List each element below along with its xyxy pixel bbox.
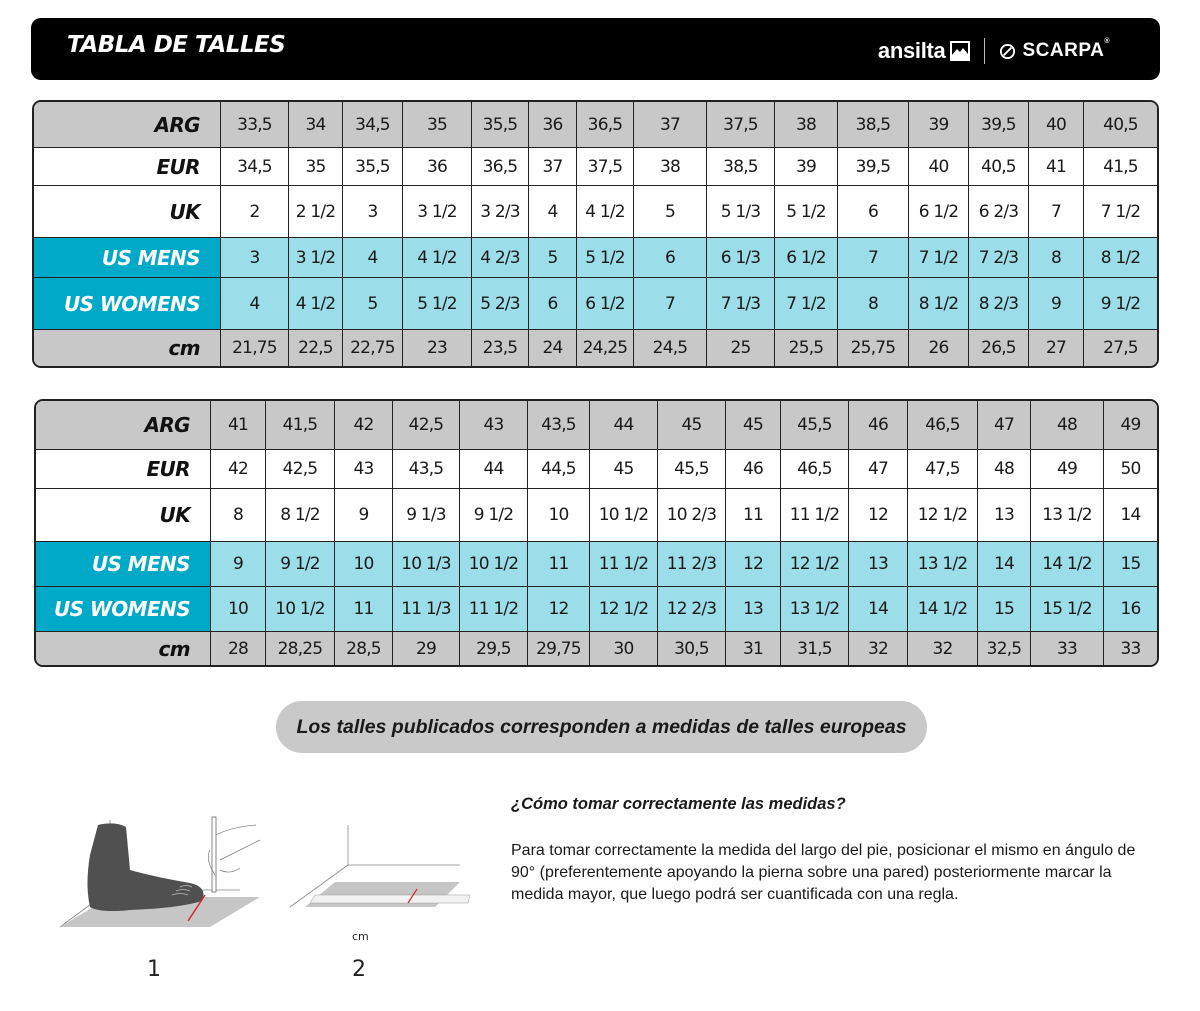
size-cell: 6 2/3 bbox=[969, 186, 1029, 238]
size-cell: 35 bbox=[289, 148, 343, 186]
size-cell: 5 1/2 bbox=[403, 278, 472, 330]
size-cell: 46,5 bbox=[908, 401, 978, 450]
size-cell: 45,5 bbox=[658, 450, 726, 489]
size-cell: 13 1/2 bbox=[1031, 489, 1104, 542]
size-cell: 36 bbox=[403, 148, 472, 186]
size-cell: 9 1/2 bbox=[266, 542, 335, 587]
size-cell: 26 bbox=[909, 330, 969, 366]
size-cell: 45,5 bbox=[781, 401, 849, 450]
size-cell: 45 bbox=[658, 401, 726, 450]
size-cell: 5 1/2 bbox=[577, 238, 634, 278]
size-cell: 8 bbox=[838, 278, 909, 330]
size-cell: 4 1/2 bbox=[289, 278, 343, 330]
size-cell: 36,5 bbox=[577, 102, 634, 148]
size-cell: 8 1/2 bbox=[1084, 238, 1157, 278]
size-cell: 30,5 bbox=[658, 632, 726, 665]
size-table-large bbox=[34, 399, 1159, 667]
row-label-eur: EUR bbox=[36, 450, 211, 489]
size-cell: 9 1/3 bbox=[393, 489, 460, 542]
size-cell: 5 bbox=[343, 278, 403, 330]
size-cell: 34 bbox=[289, 102, 343, 148]
size-cell: 37,5 bbox=[707, 102, 775, 148]
size-cell: 35 bbox=[403, 102, 472, 148]
size-cell: 41 bbox=[1029, 148, 1084, 186]
size-cell: 23 bbox=[403, 330, 472, 366]
scarpa-name: SCARPA bbox=[1022, 40, 1105, 61]
row-label-cm: cm bbox=[36, 632, 211, 665]
row-label-us-mens: US MENS bbox=[34, 238, 221, 278]
size-cell: 44 bbox=[590, 401, 658, 450]
size-cell: 12 1/2 bbox=[590, 587, 658, 632]
size-cell: 15 bbox=[978, 587, 1031, 632]
size-cell: 31,5 bbox=[781, 632, 849, 665]
size-cell: 9 bbox=[335, 489, 393, 542]
size-cell: 44,5 bbox=[528, 450, 590, 489]
foot-measure-illustration bbox=[60, 815, 275, 930]
size-cell: 45 bbox=[726, 401, 781, 450]
scarpa-slash-circle-icon bbox=[999, 43, 1016, 60]
size-cell: 13 bbox=[849, 542, 908, 587]
size-cell: 14 1/2 bbox=[908, 587, 978, 632]
size-cell: 36,5 bbox=[472, 148, 529, 186]
size-cell: 47 bbox=[849, 450, 908, 489]
size-cell: 4 2/3 bbox=[472, 238, 529, 278]
size-cell: 43,5 bbox=[393, 450, 460, 489]
size-cell: 5 1/3 bbox=[707, 186, 775, 238]
row-label-us-womens: US WOMENS bbox=[36, 587, 211, 632]
size-cell: 15 bbox=[1104, 542, 1157, 587]
size-cell: 3 bbox=[343, 186, 403, 238]
size-cell: 40 bbox=[1029, 102, 1084, 148]
size-cell: 29,5 bbox=[460, 632, 528, 665]
size-cell: 2 1/2 bbox=[289, 186, 343, 238]
row-label-us-mens: US MENS bbox=[36, 542, 211, 587]
size-cell: 6 bbox=[634, 238, 707, 278]
size-cell: 37,5 bbox=[577, 148, 634, 186]
size-cell: 30 bbox=[590, 632, 658, 665]
size-cell: 7 1/3 bbox=[707, 278, 775, 330]
size-cell: 38 bbox=[775, 102, 838, 148]
size-cell: 28 bbox=[211, 632, 266, 665]
page-title: TABLA DE TALLES bbox=[67, 32, 286, 58]
row-label-us-womens: US WOMENS bbox=[34, 278, 221, 330]
size-cell: 3 bbox=[221, 238, 289, 278]
size-cell: 10 bbox=[335, 542, 393, 587]
size-cell: 50 bbox=[1104, 450, 1157, 489]
size-cell: 35,5 bbox=[343, 148, 403, 186]
row-label-arg: ARG bbox=[34, 102, 221, 148]
row-label-uk: UK bbox=[36, 489, 211, 542]
size-cell: 33,5 bbox=[221, 102, 289, 148]
size-cell: 6 1/2 bbox=[775, 238, 838, 278]
size-cell: 36 bbox=[529, 102, 577, 148]
size-cell: 41,5 bbox=[1084, 148, 1157, 186]
size-cell: 48 bbox=[1031, 401, 1104, 450]
size-cell: 14 bbox=[1104, 489, 1157, 542]
size-cell: 11 2/3 bbox=[658, 542, 726, 587]
size-cell: 44 bbox=[460, 450, 528, 489]
size-cell: 7 1/2 bbox=[775, 278, 838, 330]
registered-mark: ® bbox=[1104, 38, 1110, 45]
ruler-unit-label: cm bbox=[352, 930, 369, 943]
size-cell: 32,5 bbox=[978, 632, 1031, 665]
size-cell: 32 bbox=[908, 632, 978, 665]
size-cell: 9 bbox=[211, 542, 266, 587]
size-cell: 24,25 bbox=[577, 330, 634, 366]
size-cell: 4 bbox=[221, 278, 289, 330]
size-cell: 43,5 bbox=[528, 401, 590, 450]
row-label-uk: UK bbox=[34, 186, 221, 238]
size-cell: 5 2/3 bbox=[472, 278, 529, 330]
size-cell: 7 1/2 bbox=[909, 238, 969, 278]
size-cell: 26,5 bbox=[969, 330, 1029, 366]
size-cell: 40,5 bbox=[969, 148, 1029, 186]
size-cell: 39,5 bbox=[838, 148, 909, 186]
size-cell: 6 1/3 bbox=[707, 238, 775, 278]
step-1-label: 1 bbox=[147, 957, 161, 982]
size-cell: 39 bbox=[909, 102, 969, 148]
size-cell: 5 1/2 bbox=[775, 186, 838, 238]
size-cell: 46 bbox=[849, 401, 908, 450]
size-cell: 12 1/2 bbox=[908, 489, 978, 542]
ansilta-logo-text: ansilta bbox=[877, 38, 946, 63]
size-cell: 21,75 bbox=[221, 330, 289, 366]
size-cell: 22,75 bbox=[343, 330, 403, 366]
size-cell: 24,5 bbox=[634, 330, 707, 366]
size-cell: 16 bbox=[1104, 587, 1157, 632]
size-cell: 12 2/3 bbox=[658, 587, 726, 632]
size-cell: 3 2/3 bbox=[472, 186, 529, 238]
size-cell: 10 bbox=[211, 587, 266, 632]
size-cell: 25 bbox=[707, 330, 775, 366]
size-cell: 34,5 bbox=[221, 148, 289, 186]
size-cell: 9 1/2 bbox=[460, 489, 528, 542]
size-cell: 6 1/2 bbox=[577, 278, 634, 330]
size-cell: 11 1/2 bbox=[460, 587, 528, 632]
size-cell: 42,5 bbox=[266, 450, 335, 489]
size-cell: 7 1/2 bbox=[1084, 186, 1157, 238]
size-cell: 32 bbox=[849, 632, 908, 665]
size-cell: 42 bbox=[335, 401, 393, 450]
header-bar bbox=[31, 18, 1160, 80]
size-cell: 6 bbox=[529, 278, 577, 330]
size-cell: 33 bbox=[1031, 632, 1104, 665]
ansilta-mountain-icon bbox=[950, 41, 970, 61]
size-cell: 3 1/2 bbox=[403, 186, 472, 238]
row-label-eur: EUR bbox=[34, 148, 221, 186]
size-cell: 12 bbox=[726, 542, 781, 587]
size-cell: 6 1/2 bbox=[909, 186, 969, 238]
size-cell: 14 1/2 bbox=[1031, 542, 1104, 587]
size-cell: 42 bbox=[211, 450, 266, 489]
size-cell: 43 bbox=[460, 401, 528, 450]
size-cell: 2 bbox=[221, 186, 289, 238]
size-cell: 46,5 bbox=[781, 450, 849, 489]
size-cell: 47,5 bbox=[908, 450, 978, 489]
size-cell: 11 bbox=[528, 542, 590, 587]
size-cell: 12 1/2 bbox=[781, 542, 849, 587]
size-cell: 38,5 bbox=[838, 102, 909, 148]
size-cell: 13 bbox=[978, 489, 1031, 542]
size-cell: 8 2/3 bbox=[969, 278, 1029, 330]
size-cell: 4 1/2 bbox=[577, 186, 634, 238]
size-cell: 35,5 bbox=[472, 102, 529, 148]
size-cell: 8 bbox=[1029, 238, 1084, 278]
size-cell: 15 1/2 bbox=[1031, 587, 1104, 632]
size-cell: 28,5 bbox=[335, 632, 393, 665]
size-cell: 45 bbox=[590, 450, 658, 489]
size-cell: 47 bbox=[978, 401, 1031, 450]
size-cell: 41 bbox=[211, 401, 266, 450]
size-cell: 14 bbox=[849, 587, 908, 632]
size-cell: 8 1/2 bbox=[266, 489, 335, 542]
size-cell: 10 1/3 bbox=[393, 542, 460, 587]
size-cell: 28,25 bbox=[266, 632, 335, 665]
size-cell: 39,5 bbox=[969, 102, 1029, 148]
size-cell: 11 bbox=[335, 587, 393, 632]
size-cell: 49 bbox=[1031, 450, 1104, 489]
logo-divider bbox=[984, 38, 985, 64]
size-cell: 29 bbox=[393, 632, 460, 665]
size-cell: 33 bbox=[1104, 632, 1157, 665]
size-cell: 40,5 bbox=[1084, 102, 1157, 148]
size-cell: 27 bbox=[1029, 330, 1084, 366]
size-cell: 9 1/2 bbox=[1084, 278, 1157, 330]
size-cell: 49 bbox=[1104, 401, 1157, 450]
row-label-cm: cm bbox=[34, 330, 221, 366]
size-cell: 13 1/2 bbox=[908, 542, 978, 587]
size-cell: 10 bbox=[528, 489, 590, 542]
size-cell: 24 bbox=[529, 330, 577, 366]
size-cell: 38 bbox=[634, 148, 707, 186]
scarpa-logo-text bbox=[1023, 40, 1111, 62]
size-cell: 37 bbox=[634, 102, 707, 148]
size-table-small bbox=[32, 100, 1159, 368]
size-cell: 6 bbox=[838, 186, 909, 238]
size-cell: 11 1/2 bbox=[590, 542, 658, 587]
size-cell: 11 1/2 bbox=[781, 489, 849, 542]
size-cell: 13 1/2 bbox=[781, 587, 849, 632]
size-cell: 13 bbox=[726, 587, 781, 632]
size-cell: 12 bbox=[528, 587, 590, 632]
size-cell: 7 bbox=[634, 278, 707, 330]
size-cell: 12 bbox=[849, 489, 908, 542]
size-cell: 4 1/2 bbox=[403, 238, 472, 278]
size-cell: 10 1/2 bbox=[460, 542, 528, 587]
size-cell: 5 bbox=[634, 186, 707, 238]
step-2-label: 2 bbox=[352, 957, 366, 982]
ruler-measure-illustration bbox=[280, 825, 480, 920]
size-cell: 7 bbox=[838, 238, 909, 278]
size-cell: 46 bbox=[726, 450, 781, 489]
size-cell: 22,5 bbox=[289, 330, 343, 366]
size-cell: 10 1/2 bbox=[266, 587, 335, 632]
size-cell: 10 2/3 bbox=[658, 489, 726, 542]
size-cell: 42,5 bbox=[393, 401, 460, 450]
size-cell: 25,75 bbox=[838, 330, 909, 366]
size-cell: 37 bbox=[529, 148, 577, 186]
size-cell: 10 1/2 bbox=[590, 489, 658, 542]
size-cell: 31 bbox=[726, 632, 781, 665]
size-cell: 4 bbox=[529, 186, 577, 238]
howto-title: ¿Cómo tomar correctamente las medidas? bbox=[511, 795, 846, 813]
size-cell: 11 bbox=[726, 489, 781, 542]
size-cell: 34,5 bbox=[343, 102, 403, 148]
size-cell: 4 bbox=[343, 238, 403, 278]
row-label-arg: ARG bbox=[36, 401, 211, 450]
brand-logos bbox=[878, 38, 1110, 64]
size-cell: 23,5 bbox=[472, 330, 529, 366]
size-cell: 43 bbox=[335, 450, 393, 489]
size-cell: 7 2/3 bbox=[969, 238, 1029, 278]
size-cell: 8 bbox=[211, 489, 266, 542]
size-cell: 9 bbox=[1029, 278, 1084, 330]
size-cell: 11 1/3 bbox=[393, 587, 460, 632]
size-cell: 41,5 bbox=[266, 401, 335, 450]
size-cell: 25,5 bbox=[775, 330, 838, 366]
size-cell: 8 1/2 bbox=[909, 278, 969, 330]
size-cell: 14 bbox=[978, 542, 1031, 587]
size-cell: 48 bbox=[978, 450, 1031, 489]
size-cell: 5 bbox=[529, 238, 577, 278]
size-cell: 40 bbox=[909, 148, 969, 186]
size-cell: 3 1/2 bbox=[289, 238, 343, 278]
european-sizes-note: Los talles publicados corresponden a medidas de talles europeas bbox=[276, 701, 927, 753]
size-cell: 38,5 bbox=[707, 148, 775, 186]
size-cell: 29,75 bbox=[528, 632, 590, 665]
size-cell: 27,5 bbox=[1084, 330, 1157, 366]
howto-body: Para tomar correctamente la medida del largo del pie, posicionar el mismo en ángulo de 90° (preferentemente apoyando la pierna sobre una pared) posteriormente marcar la medida mayor, que luego podrá ser cuantificada con una regla. bbox=[511, 842, 1136, 903]
size-cell: 39 bbox=[775, 148, 838, 186]
size-cell: 7 bbox=[1029, 186, 1084, 238]
